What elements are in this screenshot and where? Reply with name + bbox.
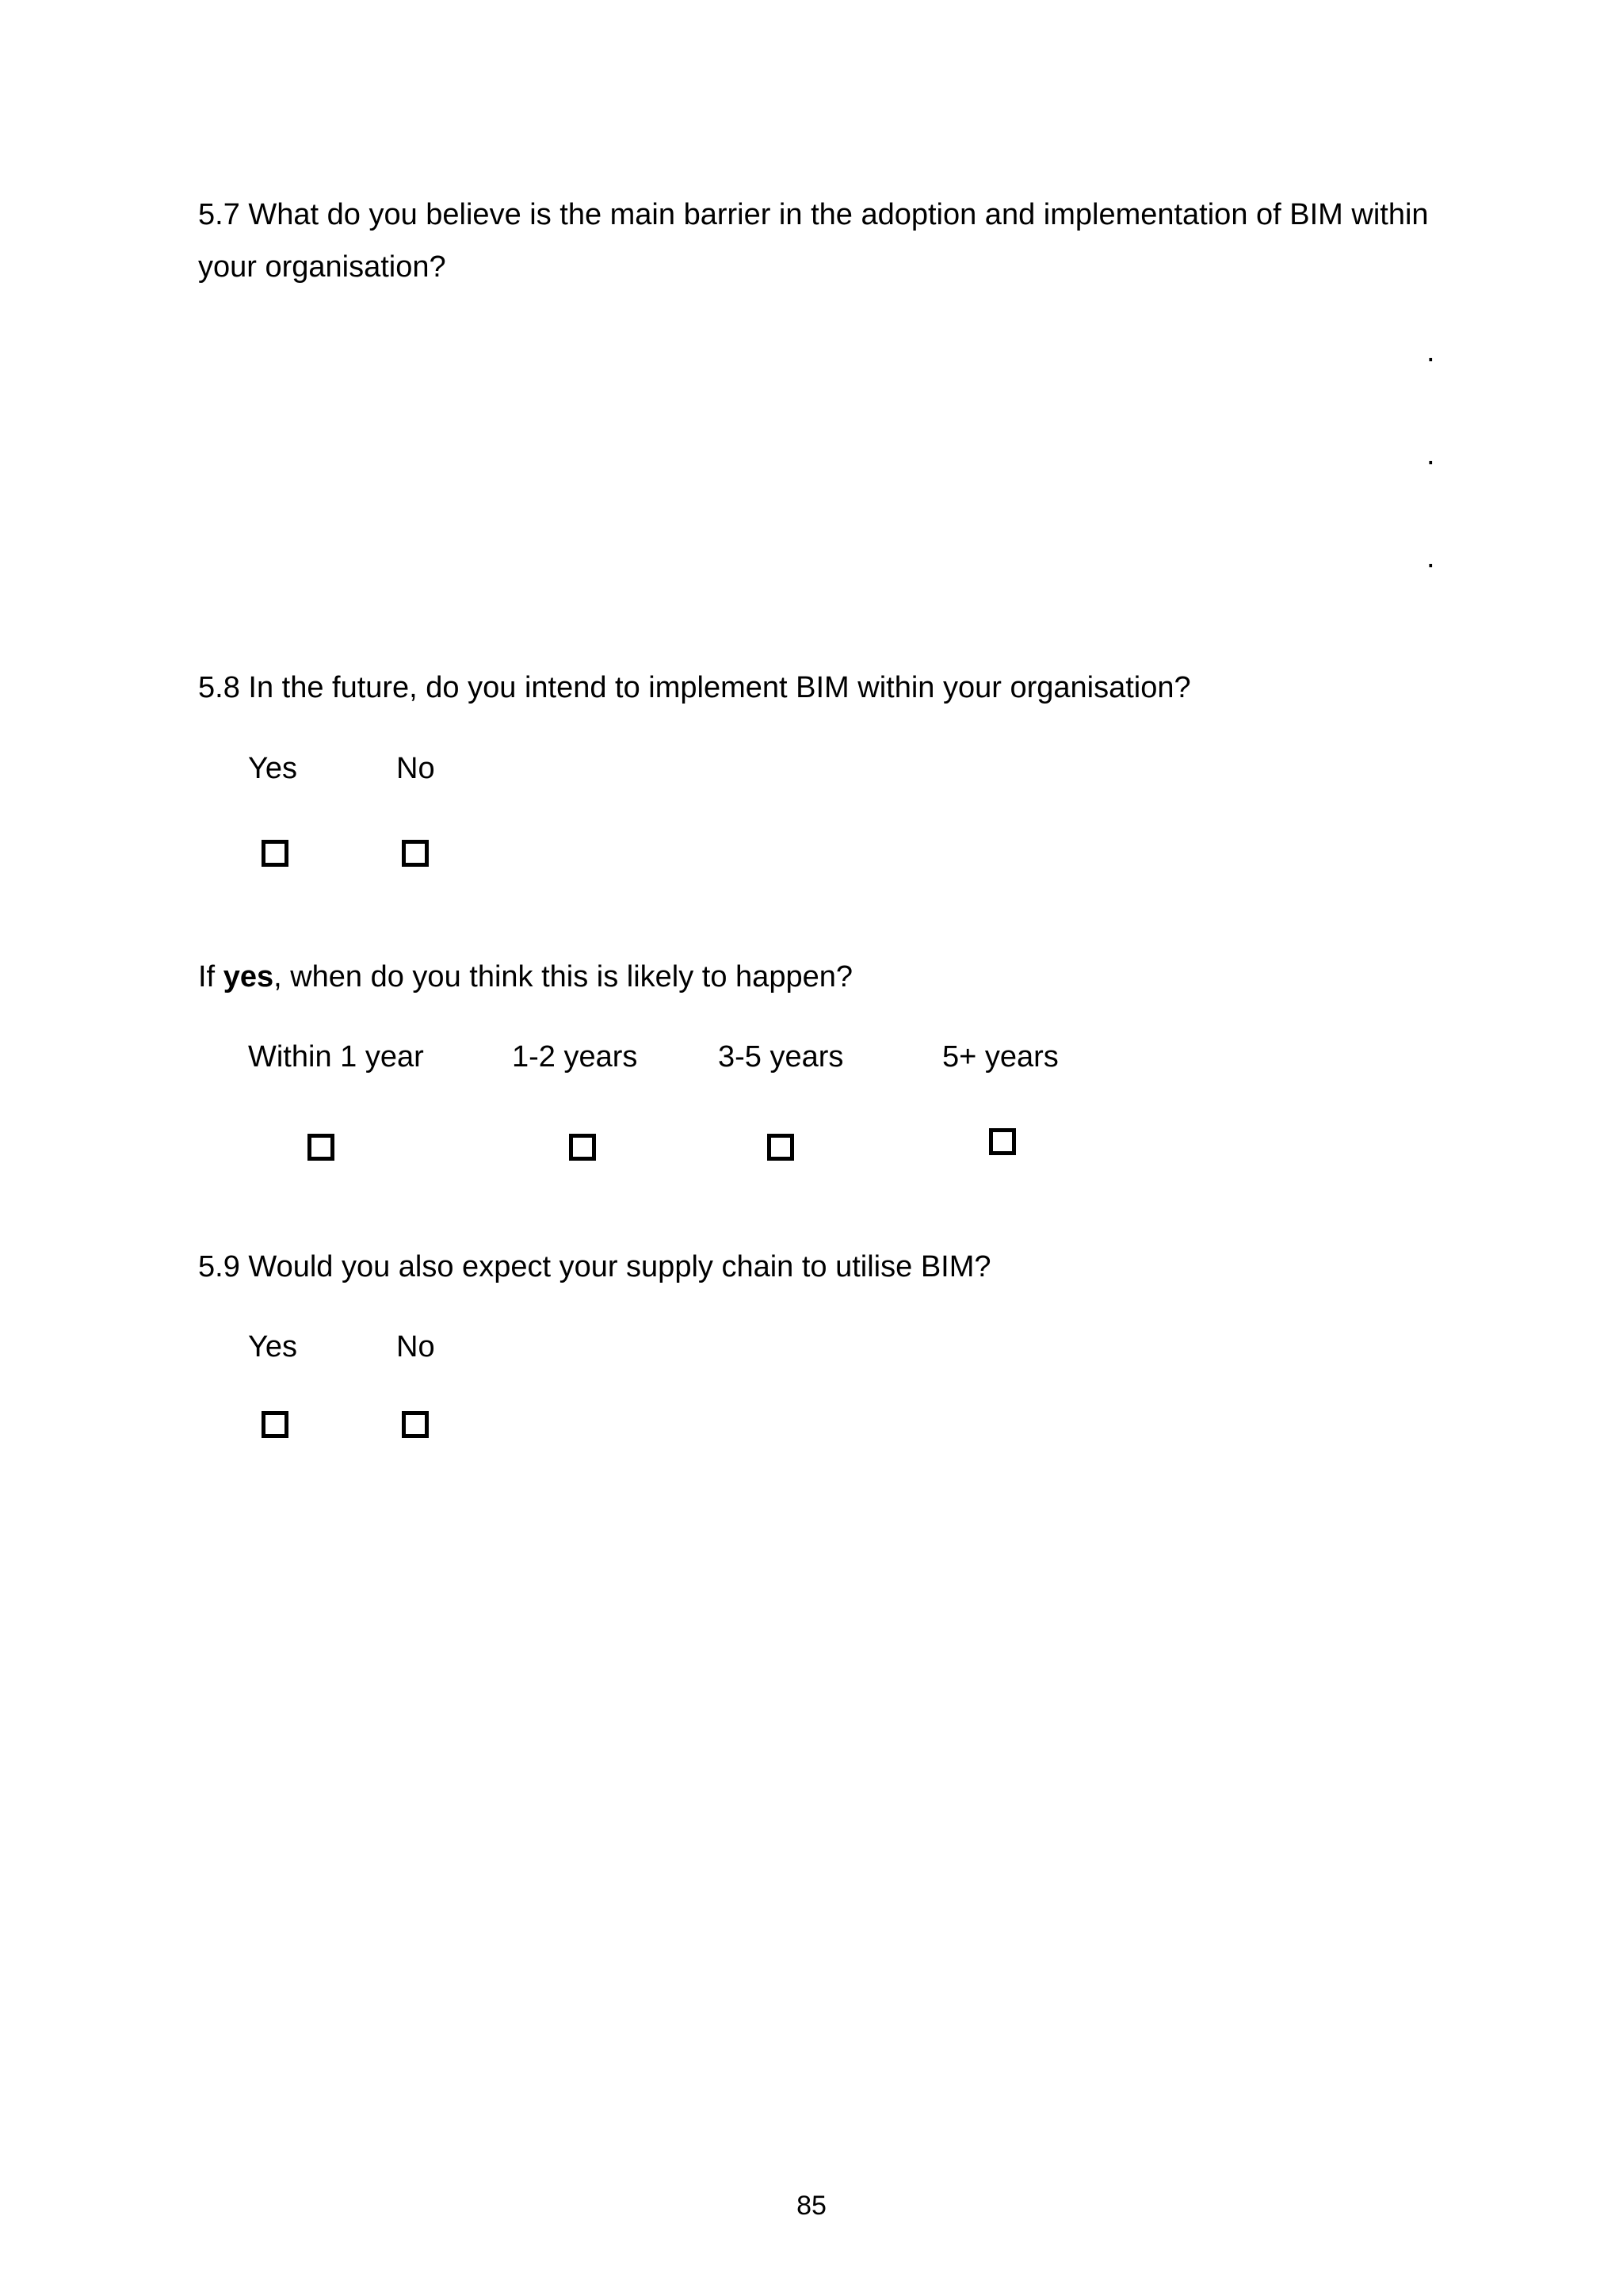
question-5-9: 5.9 Would you also expect your supply chain to utilise BIM? — [198, 1250, 991, 1283]
q59-option-yes-label: Yes — [248, 1330, 297, 1363]
q58-no-checkbox[interactable] — [402, 840, 429, 867]
timeframe-within-1-year-checkbox[interactable] — [307, 1134, 334, 1161]
q59-option-no-label: No — [396, 1330, 435, 1363]
answer-line-mark-3: . — [1426, 541, 1435, 574]
q59-yes-checkbox[interactable] — [262, 1411, 288, 1438]
q59-no-checkbox[interactable] — [402, 1411, 429, 1438]
followup-question — [198, 951, 853, 1003]
followup-suffix: , when do you think this is likely to happen? — [273, 960, 853, 994]
timeframe-within-1-year-label: Within 1 year — [248, 1040, 424, 1074]
followup-prefix: If — [198, 960, 223, 994]
timeframe-3-5-years-label: 3-5 years — [718, 1040, 844, 1074]
answer-line-mark-2: . — [1426, 438, 1435, 471]
followup-bold-yes: yes — [223, 960, 274, 994]
timeframe-5-plus-years-label: 5+ years — [942, 1040, 1059, 1074]
timeframe-3-5-years-checkbox[interactable] — [767, 1134, 794, 1161]
timeframe-1-2-years-checkbox[interactable] — [569, 1134, 596, 1161]
timeframe-5-plus-years-checkbox[interactable] — [989, 1128, 1016, 1155]
page-number: 85 — [796, 2191, 827, 2221]
timeframe-1-2-years-label: 1-2 years — [512, 1040, 638, 1074]
q58-yes-checkbox[interactable] — [262, 840, 288, 867]
question-5-7: 5.7 What do you believe is the main barrier in the adoption and implementation of BIM within your organisation? — [198, 198, 1429, 284]
q58-option-no-label: No — [396, 752, 435, 785]
q58-option-yes-label: Yes — [248, 752, 297, 785]
answer-line-mark-1: . — [1426, 335, 1435, 368]
question-5-8: 5.8 In the future, do you intend to implement BIM within your organisation? — [198, 671, 1191, 704]
